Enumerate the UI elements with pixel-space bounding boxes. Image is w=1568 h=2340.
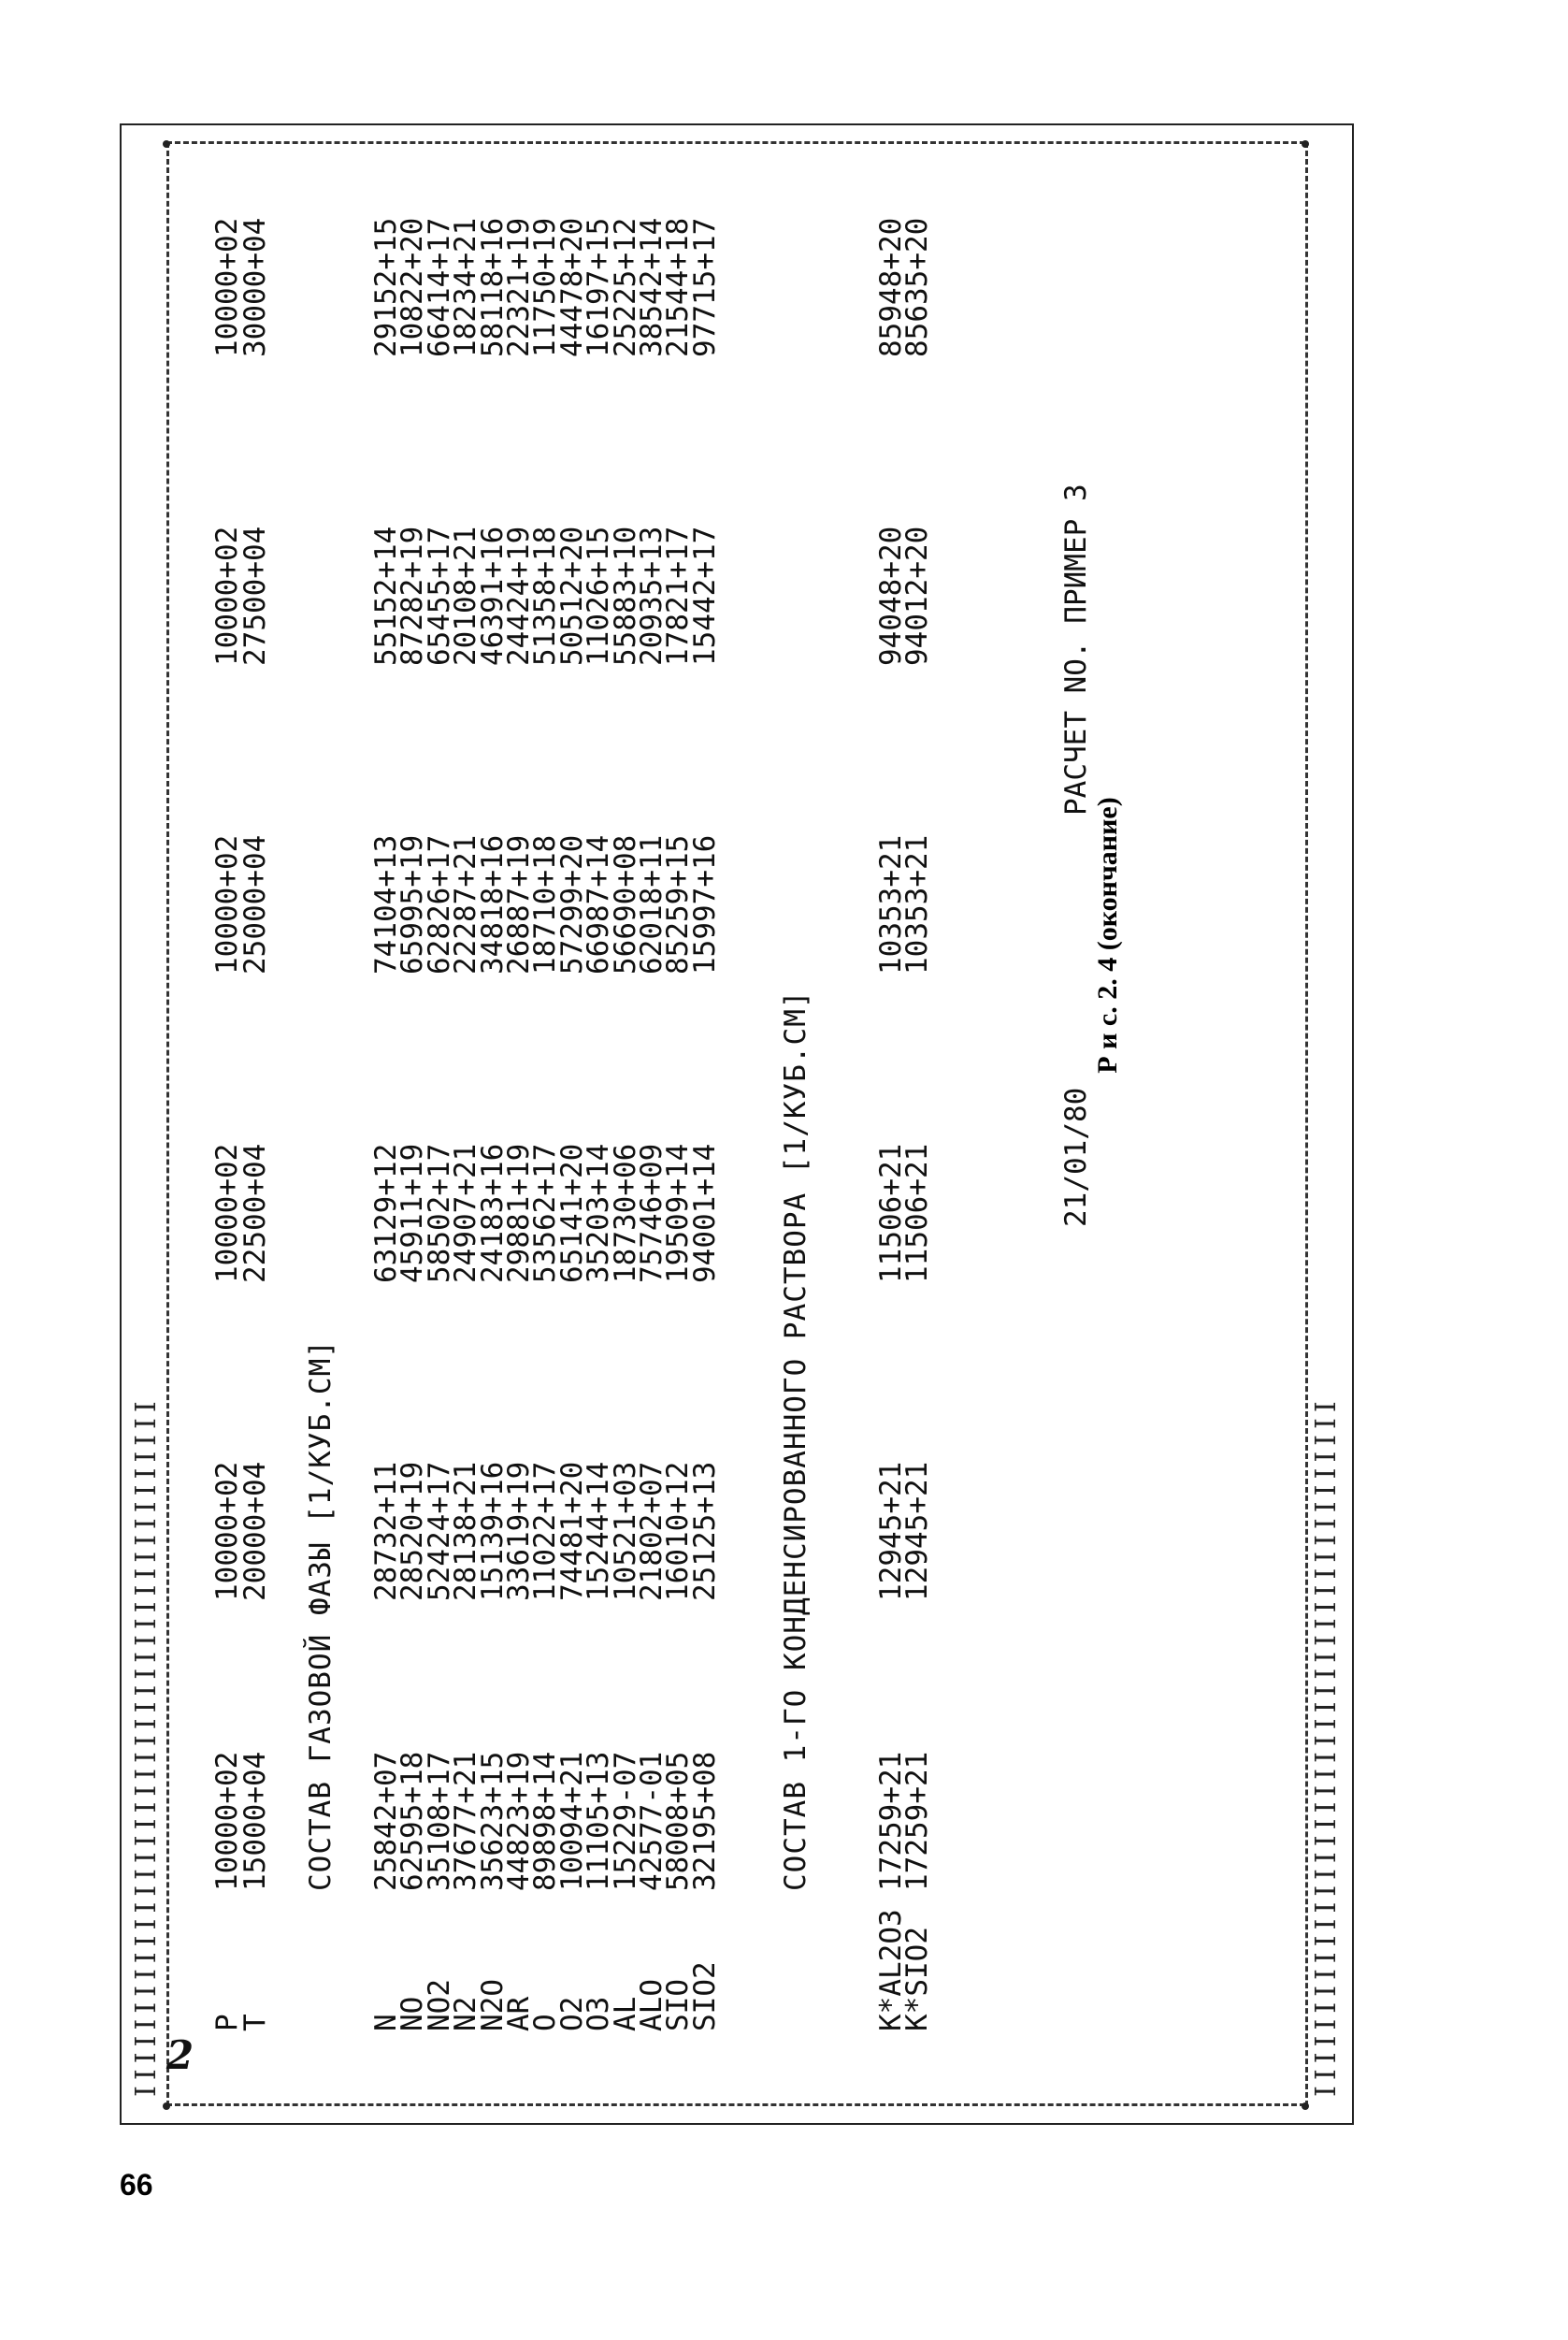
pressure-row-value: 10000+02 xyxy=(210,1751,244,1891)
gas-species-row-value: 35623+15 xyxy=(475,1751,510,1891)
gas-species-row-value: 25842+07 xyxy=(369,1751,403,1891)
gas-species-row-value: 22287+21 xyxy=(449,834,483,975)
gas-species-row-value: 16197+15 xyxy=(582,217,616,357)
gas-species-row-value: 87282+19 xyxy=(396,526,430,666)
gas-species-row-label: O xyxy=(528,2014,563,2031)
handwritten-mark: 2 xyxy=(165,2031,194,2078)
gas-species-row-value: 28520+19 xyxy=(396,1461,430,1601)
gas-species-row-value: 11105+13 xyxy=(582,1751,616,1891)
gas-species-row-value: 26887+19 xyxy=(502,834,536,975)
gas-species-row-label: O3 xyxy=(582,1996,616,2031)
page-number: 66 xyxy=(120,2168,153,2202)
gas-species-row-value: 32195+08 xyxy=(687,1751,722,1891)
condensed-species-row-value: 17259+21 xyxy=(874,1751,908,1891)
condensed-species-row-value: 94048+20 xyxy=(874,526,908,666)
top-margin-marks: IIIIIIIIIIIIIIIIIIIIIIIIIIIIIIIIIIIIIIIIII xyxy=(130,1395,163,2097)
gas-species-row-value: 52424+17 xyxy=(422,1461,456,1601)
gas-species-row-value: 65455+17 xyxy=(422,526,456,666)
gas-species-row-value: 15244+14 xyxy=(582,1461,616,1601)
gas-species-row-value: 44478+20 xyxy=(554,217,589,357)
gas-species-row-value: 35203+14 xyxy=(582,1143,616,1283)
rotated-printout xyxy=(120,123,1354,2125)
corner-dot xyxy=(163,140,170,148)
temperature-row-value: 20000+04 xyxy=(238,1461,272,1601)
gas-species-row-value: 28732+11 xyxy=(369,1461,403,1601)
condensed-species-row-value: 94012+20 xyxy=(900,526,935,666)
gas-species-row-value: 10094+21 xyxy=(554,1751,589,1891)
gas-species-row-value: 46391+16 xyxy=(475,526,510,666)
temperature-row-value: 27500+04 xyxy=(238,526,272,666)
temperature-row-value: 25000+04 xyxy=(238,834,272,975)
corner-dot xyxy=(1302,2102,1309,2110)
gas-species-row-value: 17821+17 xyxy=(661,526,696,666)
gas-species-row-value: 65995+19 xyxy=(396,834,430,975)
gas-species-row-label: N xyxy=(369,2014,403,2031)
gas-species-row-value: 21802+07 xyxy=(635,1461,669,1601)
pressure-row-value: 10000+02 xyxy=(210,1461,244,1601)
run-title: РАСЧЕТ NO. ПРИМЕР 3 xyxy=(1059,484,1093,816)
gas-species-row-value: 28138+21 xyxy=(449,1461,483,1601)
gas-species-row-value: 44823+19 xyxy=(502,1751,536,1891)
gas-species-row-value: 19509+14 xyxy=(661,1143,696,1283)
gas-species-row-value: 55883+10 xyxy=(608,526,642,666)
condensed-species-row-value: 85948+20 xyxy=(874,217,908,357)
gas-species-row-value: 29152+15 xyxy=(369,217,403,357)
gas-species-row-value: 24424+19 xyxy=(502,526,536,666)
gas-species-row-value: 53562+17 xyxy=(528,1143,563,1283)
gas-phase-heading: СОСТАВ ГАЗОВОЙ ФАЗЫ [1/КУБ.СМ] xyxy=(304,1339,338,1891)
run-date: 21/01/80 xyxy=(1059,1087,1093,1227)
gas-species-row-value: 85259+15 xyxy=(661,834,696,975)
gas-species-row-label: NO xyxy=(396,1996,430,2031)
gas-species-row-value: 66987+14 xyxy=(582,834,616,975)
pressure-row-value: 10000+02 xyxy=(210,1143,244,1283)
temperature-row-value: 15000+04 xyxy=(238,1751,272,1891)
gas-species-row-value: 11026+15 xyxy=(582,526,616,666)
gas-species-row-label: SIO xyxy=(661,1979,696,2031)
gas-species-row-value: 15229-07 xyxy=(608,1751,642,1891)
gas-species-row-value: 94001+14 xyxy=(687,1143,722,1283)
gas-species-row-value: 37677+21 xyxy=(449,1751,483,1891)
gas-species-row-value: 97715+17 xyxy=(687,217,722,357)
gas-species-row-value: 65141+20 xyxy=(554,1143,589,1283)
gas-species-row-label: NO2 xyxy=(422,1979,456,2031)
condensed-species-row-label: K*AL2O3 xyxy=(874,1909,908,2031)
gas-species-row-value: 74481+20 xyxy=(554,1461,589,1601)
gas-species-row-value: 15442+17 xyxy=(687,526,722,666)
gas-species-row-value: 33619+19 xyxy=(502,1461,536,1601)
condensed-species-row-value: 85635+20 xyxy=(900,217,935,357)
gas-species-row-value: 29881+19 xyxy=(502,1143,536,1283)
gas-species-row-value: 56690+08 xyxy=(608,834,642,975)
gas-species-row-value: 62595+18 xyxy=(396,1751,430,1891)
gas-species-row-value: 15139+16 xyxy=(475,1461,510,1601)
gas-species-row-value: 24907+21 xyxy=(449,1143,483,1283)
gas-species-row-value: 34818+16 xyxy=(475,834,510,975)
gas-species-row-label: N2O xyxy=(475,1979,510,2031)
temperature-row-value: 22500+04 xyxy=(238,1143,272,1283)
gas-species-row-value: 66414+17 xyxy=(422,217,456,357)
figure-caption: Р и с. 2. 4 (окончание) xyxy=(1092,797,1123,1074)
pressure-row-label: P xyxy=(210,2014,244,2031)
pressure-row-value: 10000+02 xyxy=(210,217,244,357)
gas-species-row-label: AL xyxy=(608,1996,642,2031)
gas-species-row-value: 18730+06 xyxy=(608,1143,642,1283)
temperature-row-value: 30000+04 xyxy=(238,217,272,357)
gas-species-row-value: 58118+16 xyxy=(475,217,510,357)
gas-species-row-value: 35108+17 xyxy=(422,1751,456,1891)
gas-species-row-value: 18710+18 xyxy=(528,834,563,975)
gas-species-row-value: 10521+03 xyxy=(608,1461,642,1601)
gas-species-row-value: 62826+17 xyxy=(422,834,456,975)
gas-species-row-value: 25225+12 xyxy=(608,217,642,357)
condensed-species-row-value: 10353+21 xyxy=(874,834,908,975)
gas-species-row-value: 62018+11 xyxy=(635,834,669,975)
gas-species-row-value: 51358+18 xyxy=(528,526,563,666)
pressure-row-value: 10000+02 xyxy=(210,526,244,666)
bottom-margin-marks: IIIIIIIIIIIIIIIIIIIIIIIIIIIIIIIIIIIIIIIIII xyxy=(1310,1395,1343,2097)
condensed-solution-heading: СОСТАВ 1-ГО КОНДЕНСИРОВАННОГО РАСТВОРА [1/КУБ.СМ] xyxy=(779,989,813,1891)
gas-species-row-value: 25125+13 xyxy=(687,1461,722,1601)
gas-species-row-label: N2 xyxy=(449,1996,483,2031)
gas-species-row-value: 89898+14 xyxy=(528,1751,563,1891)
gas-species-row-value: 20935+13 xyxy=(635,526,669,666)
gas-species-row-label: O2 xyxy=(554,1996,589,2031)
gas-species-row-value: 58502+17 xyxy=(422,1143,456,1283)
gas-species-row-value: 24183+16 xyxy=(475,1143,510,1283)
temperature-row-label: T xyxy=(238,2014,272,2031)
gas-species-row-value: 50512+20 xyxy=(554,526,589,666)
dashed-border-left xyxy=(166,2103,1305,2106)
condensed-species-row-value: 12945+21 xyxy=(900,1461,935,1601)
condensed-species-row-label: K*SIO2 xyxy=(900,1927,935,2031)
gas-species-row-value: 11750+19 xyxy=(528,217,563,357)
condensed-species-row-value: 12945+21 xyxy=(874,1461,908,1601)
gas-species-row-value: 75746+09 xyxy=(635,1143,669,1283)
gas-species-row-value: 10822+20 xyxy=(396,217,430,357)
gas-species-row-label: SIO2 xyxy=(687,1961,722,2031)
corner-dot xyxy=(163,2102,170,2110)
gas-species-row-value: 57299+20 xyxy=(554,834,589,975)
gas-species-row-value: 22321+19 xyxy=(502,217,536,357)
dashed-border-bottom xyxy=(1305,142,1308,2106)
condensed-species-row-value: 11506+21 xyxy=(900,1143,935,1283)
dashed-border-top xyxy=(166,142,169,2106)
gas-species-row-value: 11022+17 xyxy=(528,1461,563,1601)
gas-species-row-value: 18234+21 xyxy=(449,217,483,357)
condensed-species-row-value: 10353+21 xyxy=(900,834,935,975)
dashed-border-right xyxy=(166,141,1305,144)
corner-dot xyxy=(1302,140,1309,148)
gas-species-row-value: 20108+21 xyxy=(449,526,483,666)
gas-species-row-value: 42577-01 xyxy=(635,1751,669,1891)
condensed-species-row-value: 11506+21 xyxy=(874,1143,908,1283)
gas-species-row-value: 15997+16 xyxy=(687,834,722,975)
gas-species-row-value: 21544+18 xyxy=(661,217,696,357)
gas-species-row-value: 58008+05 xyxy=(661,1751,696,1891)
gas-species-row-label: AR xyxy=(502,1996,536,2031)
gas-species-row-value: 16010+12 xyxy=(661,1461,696,1601)
gas-species-row-value: 38542+14 xyxy=(635,217,669,357)
pressure-row-value: 10000+02 xyxy=(210,834,244,975)
gas-species-row-label: ALO xyxy=(635,1979,669,2031)
condensed-species-row-value: 17259+21 xyxy=(900,1751,935,1891)
gas-species-row-value: 74104+13 xyxy=(369,834,403,975)
gas-species-row-value: 45911+19 xyxy=(396,1143,430,1283)
gas-species-row-value: 55152+14 xyxy=(369,526,403,666)
gas-species-row-value: 63129+12 xyxy=(369,1143,403,1283)
